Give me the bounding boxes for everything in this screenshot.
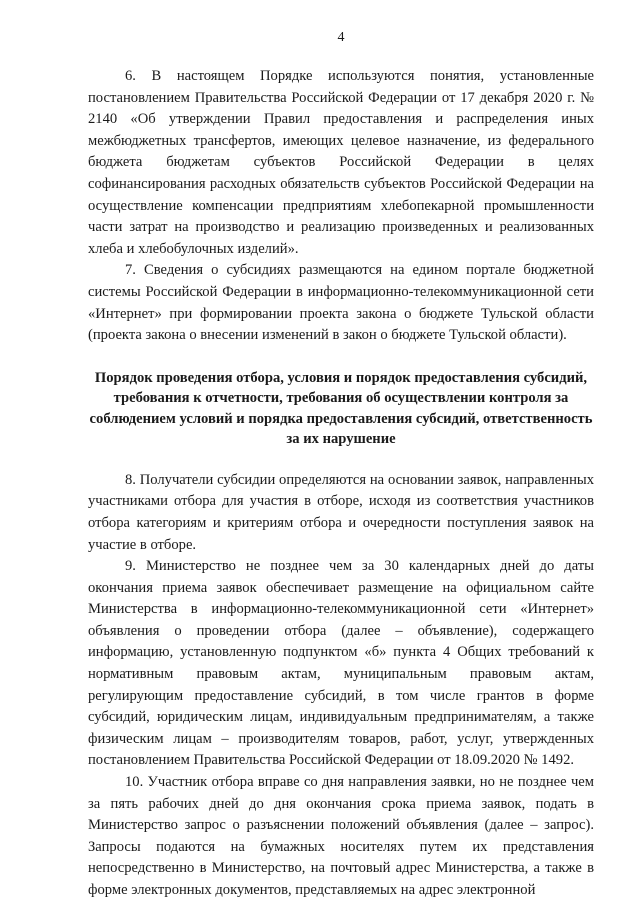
paragraph-9: 9. Министерство не позднее чем за 30 календарных дней до даты окончания приема заявок обеспечивает размещение на официальном сайте Министерства в информационно-телекоммуникационной сети «Интернет» объявления о проведении отбора (далее – объявление), содержащего информацию, установленную подпунктом «б» пункта 4 Общих требований к нормативным правовым актам, муниципальным правовым актам, регулирующим предоставление субсидий, в том числе грантов в форме субсидий, юридическим лицам, индивидуальным предпринимателям, а также физическим лицам – производителям товаров, работ, услуг, утвержденных постановлением Правительства Российской Федерации от 18.09.2020 № 1492. bbox=[88, 558, 594, 769]
page-number: 4 bbox=[337, 30, 345, 45]
paragraph-8: 8. Получатели субсидии определяются на основании заявок, направленных участниками отбора для участия в отборе, исходя из соответствия участников отбора категориям и критериям отбора и очередности поступления заявок на участие в отборе. bbox=[88, 471, 594, 553]
document-body bbox=[88, 66, 594, 902]
paragraph-10: 10. Участник отбора вправе со дня направления заявки, но не позднее чем за пять рабочих дней до дня окончания срока приема заявок, подать в Министерство запрос о разъяснении положений объявления (далее – запрос). Запросы подаются на бумажных носителях путем их представления непосредственно в Министерство, на почтовый адрес Министерства, а также в форме электронных документов, представляемых на адрес электронной bbox=[88, 774, 594, 898]
paragraph-7: 7. Сведения о субсидиях размещаются на едином портале бюджетной системы Российской Федерации в информационно-телекоммуникационной сети «Интернет» при формировании проекта закона о бюджете Тульской области (проекта закона о внесении изменений в закон о бюджете Тульской области). bbox=[88, 262, 594, 344]
document-page bbox=[88, 0, 594, 905]
section-heading: Порядок проведения отбора, условия и порядок предоставления субсидий, требования к отчетности, требования об осуществлении контроля за соблюдением условий и порядка предоставления субсидий, ответственность за их нарушение bbox=[89, 369, 593, 448]
paragraph-6: 6. В настоящем Порядке используются понятия, установленные постановлением Правительства Российской Федерации от 17 декабря 2020 г. № 2140 «Об утверждении Правил предоставления и распределения иных межбюджетных трансфертов, имеющих целевое назначение, из федерального бюджета бюджетам субъектов Российской Федерации в целях софинансирования расходных обязательств субъектов Российской Федерации на осуществление компенсации предприятиям хлебопекарной промышленности части затрат на производство и реализацию произведенных и реализованных хлеба и хлебобулочных изделий». bbox=[88, 68, 594, 257]
